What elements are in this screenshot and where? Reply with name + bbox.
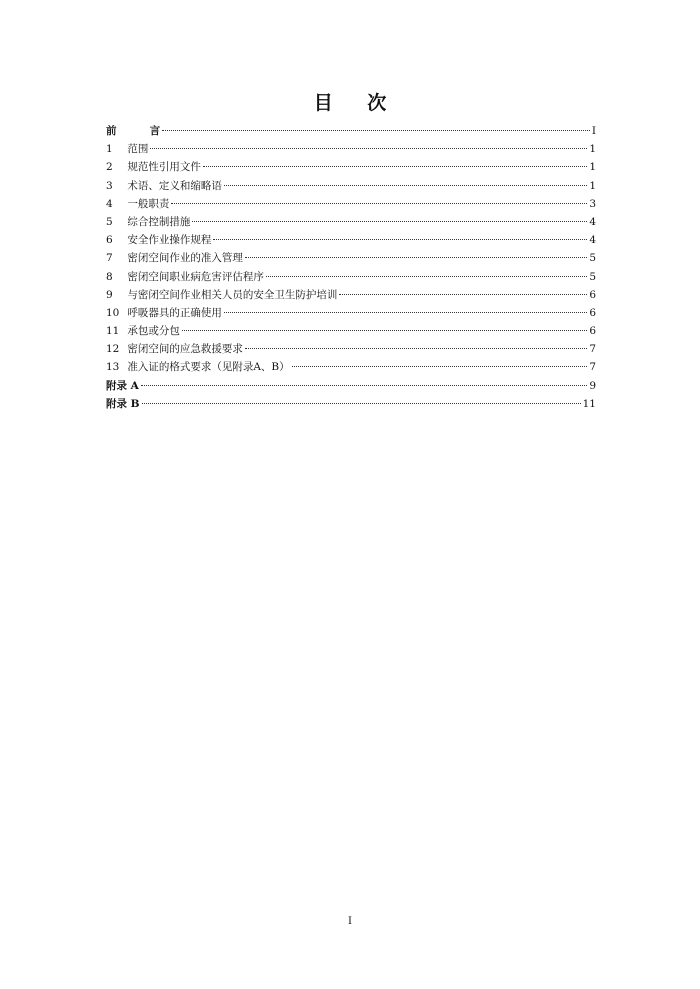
toc-entry-page: 1 (589, 179, 596, 192)
table-of-contents (106, 122, 596, 413)
toc-entry-title: 密闭空间职业病危害评估程序 (127, 270, 264, 283)
toc-entry-page: 1 (589, 161, 596, 174)
toc-entry-title: 与密闭空间作业相关人员的安全卫生防护培训 (127, 288, 338, 301)
toc-entry-label (106, 304, 222, 322)
toc-entry-title: 呼吸器具的正确使用 (127, 306, 222, 319)
toc-entry[interactable] (106, 268, 596, 286)
toc-entry-title: 密闭空间作业的准入管理 (127, 252, 243, 265)
toc-dot-leader (142, 403, 581, 404)
toc-entry[interactable] (106, 249, 596, 267)
toc-entry-label (106, 340, 243, 358)
toc-dot-leader (266, 276, 587, 277)
toc-entry-title: 一般职责 (127, 197, 170, 210)
toc-entry[interactable] (106, 158, 596, 176)
toc-entry-title: 承包或分包 (127, 325, 180, 338)
toc-entry-page: 6 (589, 306, 596, 319)
toc-entry-label (106, 177, 222, 195)
toc-entry-title: 准入证的格式要求（见附录A、B） (127, 361, 290, 374)
toc-entry[interactable] (106, 304, 596, 322)
toc-entry-page: 4 (589, 234, 596, 247)
toc-entry-page: 4 (589, 215, 596, 228)
toc-dot-leader (141, 385, 588, 386)
toc-entry[interactable] (106, 140, 596, 158)
toc-entry-label (106, 322, 180, 340)
toc-entry-title: B (130, 397, 140, 410)
toc-entry[interactable] (106, 195, 596, 213)
toc-entry-title: 规范性引用文件 (127, 161, 201, 174)
toc-entry-page: 6 (589, 325, 596, 338)
toc-entry[interactable] (106, 377, 596, 395)
toc-entry-label (106, 395, 140, 413)
toc-dot-leader (203, 166, 587, 167)
toc-entry-number: 12 (106, 343, 120, 356)
toc-entry-page: 9 (589, 379, 596, 392)
toc-entry-page: 3 (589, 197, 596, 210)
toc-entry-page: 5 (589, 252, 596, 265)
toc-entry-number: 10 (106, 306, 120, 319)
toc-entry-number: 6 (106, 234, 113, 247)
toc-entry-number: 7 (106, 252, 113, 265)
toc-dot-leader (162, 130, 590, 131)
toc-entry-label (106, 231, 211, 249)
toc-entry-number: 附录 (106, 397, 127, 410)
toc-entry-label (106, 286, 337, 304)
toc-entry[interactable] (106, 322, 596, 340)
toc-entry-number: 4 (106, 197, 113, 210)
toc-dot-leader (224, 185, 587, 186)
toc-dot-leader (339, 294, 587, 295)
toc-entry-label (106, 158, 201, 176)
toc-entry[interactable] (106, 340, 596, 358)
toc-dot-leader (245, 348, 587, 349)
toc-entry-label (106, 213, 190, 231)
toc-entry-title: 密闭空间的应急救援要求 (127, 343, 243, 356)
toc-entry-number: 13 (106, 361, 120, 374)
toc-dot-leader (192, 221, 587, 222)
toc-entry[interactable] (106, 286, 596, 304)
toc-entry-title: A (130, 379, 139, 392)
page-number: I (348, 916, 352, 927)
toc-dot-leader (213, 239, 587, 240)
toc-entry-number: 8 (106, 270, 113, 283)
toc-entry-page: 6 (589, 288, 596, 301)
toc-entry-page: 1 (589, 143, 596, 156)
toc-entry[interactable] (106, 177, 596, 195)
toc-entry-number: 3 (106, 179, 113, 192)
toc-dot-leader (182, 330, 587, 331)
page-title: 目 次 (313, 92, 401, 114)
toc-entry-label (106, 140, 148, 158)
toc-entry[interactable] (106, 213, 596, 231)
toc-dot-leader (150, 148, 587, 149)
toc-dot-leader (224, 312, 587, 313)
toc-entry-title: 综合控制措施 (127, 215, 191, 228)
toc-dot-leader (292, 366, 588, 367)
toc-entry-number: 前 (106, 125, 117, 137)
toc-entry-page: 7 (589, 343, 596, 356)
toc-entry-page: 7 (589, 361, 596, 374)
toc-entry-number: 附录 (106, 379, 127, 392)
toc-entry[interactable] (106, 395, 596, 413)
toc-entry-page: 11 (582, 397, 596, 410)
toc-entry-page: I (591, 125, 596, 137)
toc-entry-label (106, 195, 169, 213)
toc-entry-title: 术语、定义和缩略语 (127, 179, 222, 192)
toc-entry-number: 11 (106, 325, 120, 338)
toc-entry-label (106, 122, 160, 140)
toc-entry-title: 安全作业操作规程 (127, 234, 212, 247)
toc-entry[interactable] (106, 122, 596, 140)
toc-entry-label (106, 268, 264, 286)
toc-entry-number: 9 (106, 288, 113, 301)
toc-entry-label (106, 249, 243, 267)
toc-dot-leader (171, 203, 587, 204)
toc-entry[interactable] (106, 358, 596, 376)
toc-entry-label (106, 358, 290, 376)
toc-entry-number: 5 (106, 215, 113, 228)
toc-entry-title: 言 (127, 125, 161, 137)
toc-dot-leader (245, 257, 587, 258)
toc-entry-number: 1 (106, 143, 113, 156)
toc-entry-title: 范围 (127, 143, 149, 156)
toc-entry-number: 2 (106, 161, 113, 174)
toc-entry-page: 5 (589, 270, 596, 283)
toc-entry-label (106, 377, 139, 395)
toc-entry[interactable] (106, 231, 596, 249)
